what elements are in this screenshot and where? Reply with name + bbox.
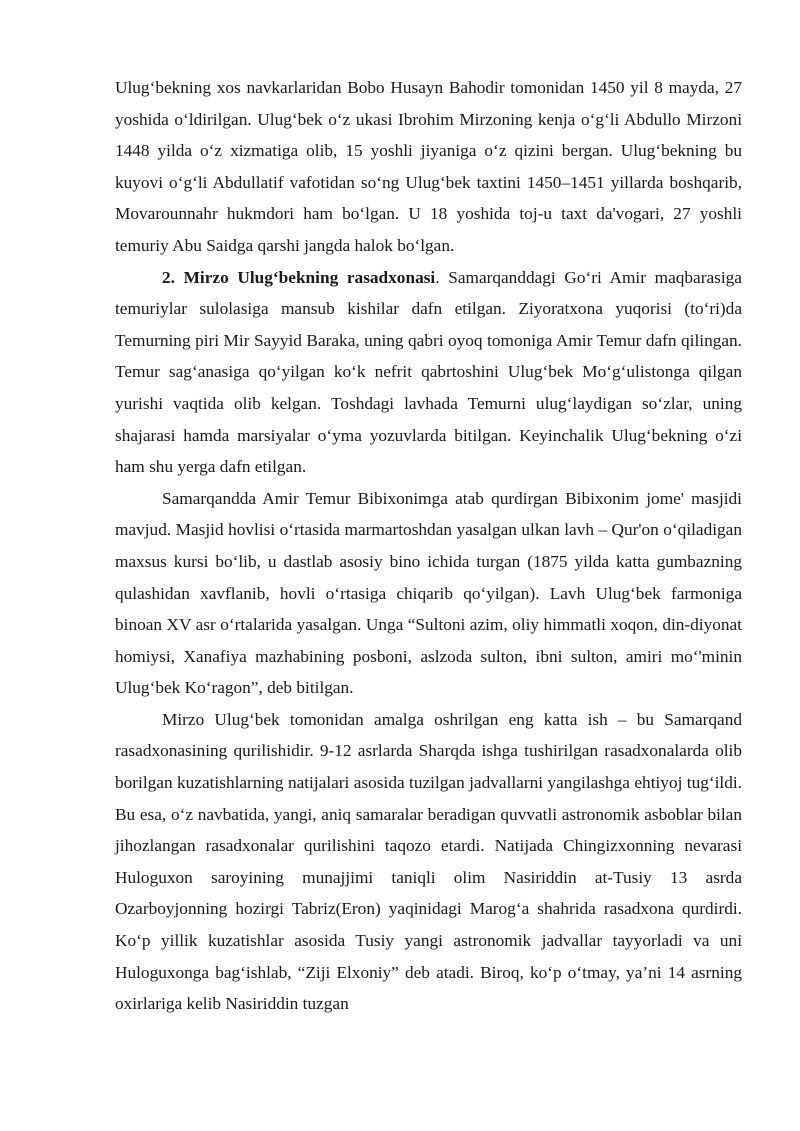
paragraph-3-text: Samarqandda Amir Temur Bibixonimga atab qurdirgan Bibixonim jome' masjidi mavjud. Masjid hovlisi o‘rtasida marmartoshdan yasalgan ulkan lavh – Qur'on o‘qiladigan maxsus kursi bo‘lib, u dastlab asosiy bino ichida turgan (1875 yilda katta gumbazning qulashidan xavflanib, hovli o‘rtasiga chiqarib qo‘yilgan). Lavh Ulug‘bek farmoniga binoan XV asr o‘rtalarida yasalgan. Unga “Sultoni azim, oliy himmatli xoqon, din-diyonat homiysi, Xanafiya mazhabining posboni, aslzoda sulton, ibni sulton, amiri mo‘'minin Ulug‘bek Ko‘ragon”, deb bitilgan. (115, 488, 742, 698)
paragraph-1-text: Ulug‘bekning xos navkarlaridan Bobo Husayn Bahodir tomonidan 1450 yil 8 mayda, 27 yoshida o‘ldirilgan. Ulug‘bek o‘z ukasi Ibrohim Mirzoning kenja o‘g‘li Abdullo Mirzoni 1448 yilda o‘z xizmatiga olib, 15 yoshli jiyaniga o‘z qizini bergan. Ulug‘bekning bu kuyovi o‘g‘li Abdullatif vafotidan so‘ng Ulug‘bek taxtini 1450–1451 yillarda boshqarib, Movarounnahr hukmdori ham bo‘lgan. U 18 yoshida toj-u taxt da'vogari, 27 yoshli temuriy Abu Saidga qarshi jangda halok bo‘lgan. (115, 78, 742, 255)
document-page (115, 72, 742, 1020)
paragraph-4-text: Mirzo Ulug‘bek tomonidan amalga oshrilgan eng katta ish – bu Samarqand rasadxonasining qurilishidir. 9-12 asrlarda Sharqda ishga tushirilgan rasadxonalarda olib borilgan kuzatishlarning natijalari asosida tuzilgan jadvallarni yangilashga ehtiyoj tug‘ildi. Bu esa, o‘z navbatida, yangi, aniq samaralar beradigan quvvatli astronomik asboblar bilan jihozlangan rasadxonalar qurilishini taqozo etardi. Natijada Chingizxonning nevarasi Huloguxon saroyining munajjimi taniqli olim Nasiriddin at-Tusiy 13 asrda Ozarboyjonning hozirgi Tabriz(Eron) yaqinidagi Marog‘a shahrida rasadxona qurdirdi. Ko‘p yillik kuzatishlar asosida Tusiy yangi astronomik jadvallar tayyorladi va uni Huloguxonga bag‘ishlab, “Ziji Elxoniy” deb atadi. Biroq, ko‘p o‘tmay, ya’ni 14 asrning oxirlariga kelib Nasiriddin tuzgan (115, 709, 742, 1014)
paragraph-4 (115, 704, 742, 1020)
section-heading: 2. Mirzo Ulug‘bekning rasadxonasi (162, 267, 436, 287)
paragraph-1 (115, 72, 742, 262)
paragraph-2-text: . Samarqanddagi Go‘ri Amir maqbarasiga temuriylar sulolasiga mansub kishilar dafn etilgan. Ziyoratxona yuqorisi (to‘ri)da Temurning piri Mir Sayyid Baraka, uning qabri oyoq tomoniga Amir Temur dafn qilingan. Temur sag‘anasiga qo‘yilgan ko‘k nefrit qabrtoshini Ulug‘bek Mo‘g‘ulistonga qilgan yurishi vaqtida olib kelgan. Toshdagi lavhada Temurni ulug‘laydigan so‘zlar, uning shajarasi hamda marsiyalar o‘yma yozuvlarda bitilgan. Keyinchalik Ulug‘bekning o‘zi ham shu yerga dafn etilgan. (115, 267, 742, 477)
paragraph-3 (115, 483, 742, 704)
paragraph-2 (115, 262, 742, 483)
